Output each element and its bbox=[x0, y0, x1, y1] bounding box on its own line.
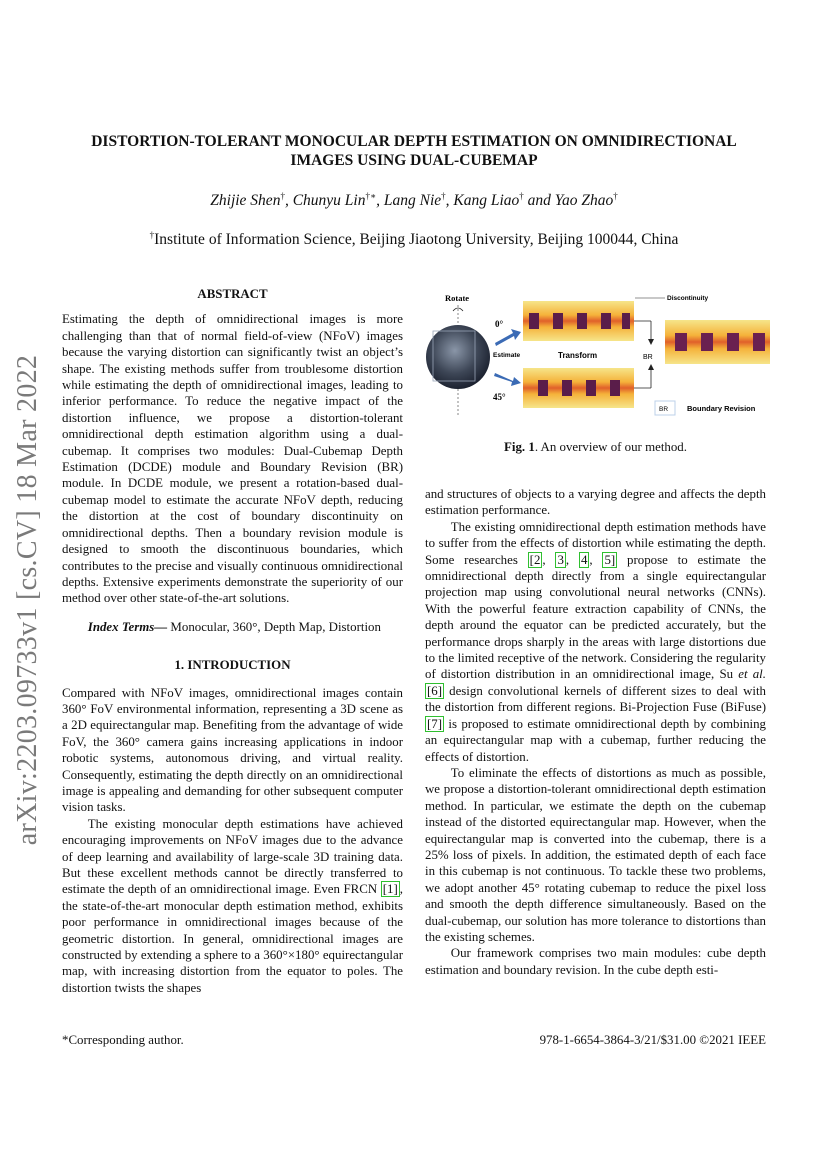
intro-paragraph: Compared with NFoV images, omnidirectional images contain 360° FoV environmental information, representing a 3D scene as a 2D equirectangular map. Benefiting from the advantage of wide FoV, the 360° camera gains increasing applications in indoor robotic systems, autonomous driving, and virtual reality. Consequently, estimating the depth directly on an omnidirectional image is appealing and demanding for other subsequent computer vision tasks. bbox=[62, 685, 403, 815]
intro-paragraph: and structures of objects to a varying degree and affects the depth estimation performance. bbox=[425, 487, 766, 518]
citation-link[interactable]: 4 bbox=[580, 552, 588, 567]
arxiv-identifier: arXiv:2203.09733v1 [cs.CV] 18 Mar 2022 bbox=[12, 354, 43, 846]
citation-link[interactable]: 5] bbox=[604, 552, 616, 567]
sphere-icon bbox=[426, 305, 490, 415]
paper-title: DISTORTION-TOLERANT MONOCULAR DEPTH ESTIMATION ON OMNIDIRECTIONAL IMAGES USING DUAL-CUBEMAP bbox=[91, 133, 737, 169]
affiliation: †Institute of Information Science, Beijing Jiaotong University, Beijing 100044, China bbox=[149, 229, 679, 248]
citation-link[interactable]: [7] bbox=[427, 716, 443, 731]
arrow-icon bbox=[494, 373, 521, 386]
deg45-label: 45° bbox=[493, 392, 506, 402]
boundary-revision-label: Boundary Revision bbox=[687, 404, 756, 413]
br-box-label: BR bbox=[643, 354, 653, 361]
revised-depth-map bbox=[665, 320, 770, 364]
left-column bbox=[62, 286, 403, 996]
citation-link[interactable]: 3 bbox=[557, 552, 564, 567]
depth-map-45deg bbox=[523, 368, 634, 408]
author-list: Zhijie Shen†, Chunyu Lin†∗, Lang Nie†, Kang Liao† and Yao Zhao† bbox=[210, 190, 618, 209]
depth-map-0deg bbox=[523, 301, 634, 341]
footnote: *Corresponding author. bbox=[62, 1033, 184, 1047]
author-name: Zhijie Shen bbox=[210, 192, 281, 209]
citation-link[interactable]: [2 bbox=[529, 552, 541, 567]
deg0-label: 0° bbox=[495, 319, 504, 329]
author-name: Yao Zhao bbox=[554, 192, 614, 209]
transform-label: Transform bbox=[558, 351, 598, 360]
author-name: Chunyu Lin bbox=[292, 192, 366, 209]
intro-paragraph: Our framework comprises two main modules: cube depth estimation and boundary revision. In the cube depth esti- bbox=[425, 946, 766, 977]
index-terms: Index Terms— Monocular, 360°, Depth Map, Distortion bbox=[87, 619, 381, 634]
figure-caption: Fig. 1. An overview of our method. bbox=[504, 440, 687, 454]
abstract-heading: ABSTRACT bbox=[197, 287, 268, 301]
discontinuity-label: Discontinuity bbox=[667, 295, 709, 302]
author-name: Kang Liao bbox=[453, 192, 520, 209]
intro-heading: 1. INTRODUCTION bbox=[174, 658, 291, 673]
right-column bbox=[425, 486, 766, 978]
citation-link[interactable]: [1] bbox=[382, 882, 398, 897]
estimate-label: Estimate bbox=[493, 352, 521, 359]
author-name: Lang Nie bbox=[383, 192, 442, 209]
br-legend-label: BR bbox=[659, 406, 669, 413]
copyright-notice: 978-1-6654-3864-3/21/$31.00 ©2021 IEEE bbox=[539, 1033, 766, 1047]
intro-paragraph: The existing monocular depth estimations have achieved encouraging improvements on NFoV images due to the advance of deep learning and availability of large-scale 3D training data. But these excellent methods cannot be directly transferred to estimate the depth of an omnidirectional image. Even FRCN [1] , the state-of-the-art monocular depth estimation method, exhibits poor performance in omnidirectional images because of the geometric distortion. In general, omnidirectional images are constructed by extending a sphere to a 360°×180° equirectangular map, with increasing distortion from the equator to poles. The distortion twists the shapes bbox=[62, 816, 403, 995]
rotate-label: Rotate bbox=[445, 293, 470, 303]
intro-paragraph: To eliminate the effects of distortions as much as possible, we propose a distortion-tolerant omnidirectional depth estimation method. In particular, we estimate the depth on the cubemap instead of the distorted equirectangular map. However, when the equirectangular map is converted into the cubemap, there is a 25% loss of pixels. In addition, the estimated depth of each face in this cubemap is not continuous. To tackle these two problems, we adopt another 45° rotating cubemap to reduce the pixel loss and smooth the depth difference simultaneously. Based on the dual-cubemap, our solution has more tolerance to distortions than the existing schemes. bbox=[425, 765, 766, 944]
abstract-text: Estimating the depth of omnidirectional images is more challenging than that of normal field-of-view (NFoV) images because the varying distortion can significantly twist an object’s shape. The existing methods suffer from troublesome distortion while estimating the depth of omnidirectional images, leading to inferior performance. To reduce the negative impact of the distortion influence, we propose a distortion-tolerant omnidirectional depth estimation algorithm using a dual-cubemap. It comprises two modules: Dual-Cubemap Depth Estimation (DCDE) module and Boundary Revision (BR) module. In DCDE module, we present a rotation-based dual-cubemap model to estimate the accurate NFoV depth, reducing the distortion at the cost of boundary discontinuity on omnidirectional depths. Then a boundary revision module is designed to smooth the discontinuous boundaries, which contributes to the precise and visually continuous omnidirectional depths. Extensive experiments demonstrate the superiority of our method over other state-of-the-art solutions. bbox=[62, 312, 403, 606]
arrow-icon bbox=[495, 329, 521, 346]
intro-paragraph: The existing omnidirectional depth estimation methods have to suffer from the effects of distortion while estimating the depth. Some researches [2 , 3 , 4 , 5] propose to estimate the omnidirectional depth directly from a single equirectangular projection map using convolutional neural networks (CNNs). With the powerful feature extraction capability of CNNs, the depth around the equator can be predicted accurately, but the performance drops sharply in the areas with large distortions due to the limited receptive of the network. Considering the regularity of distortion distribution in an omnidirectional image, Su et al. [6] design convolutional kernels of different sizes to deal with the distortion from different regions. Bi-Projection Fuse (BiFuse) [7] is proposed to estimate omnidirectional depth by combining an equirectangular map with a cubemap, further reducing the effects of distortion. bbox=[425, 519, 767, 764]
citation-link[interactable]: [6] bbox=[427, 683, 443, 698]
overview-figure bbox=[425, 287, 770, 422]
